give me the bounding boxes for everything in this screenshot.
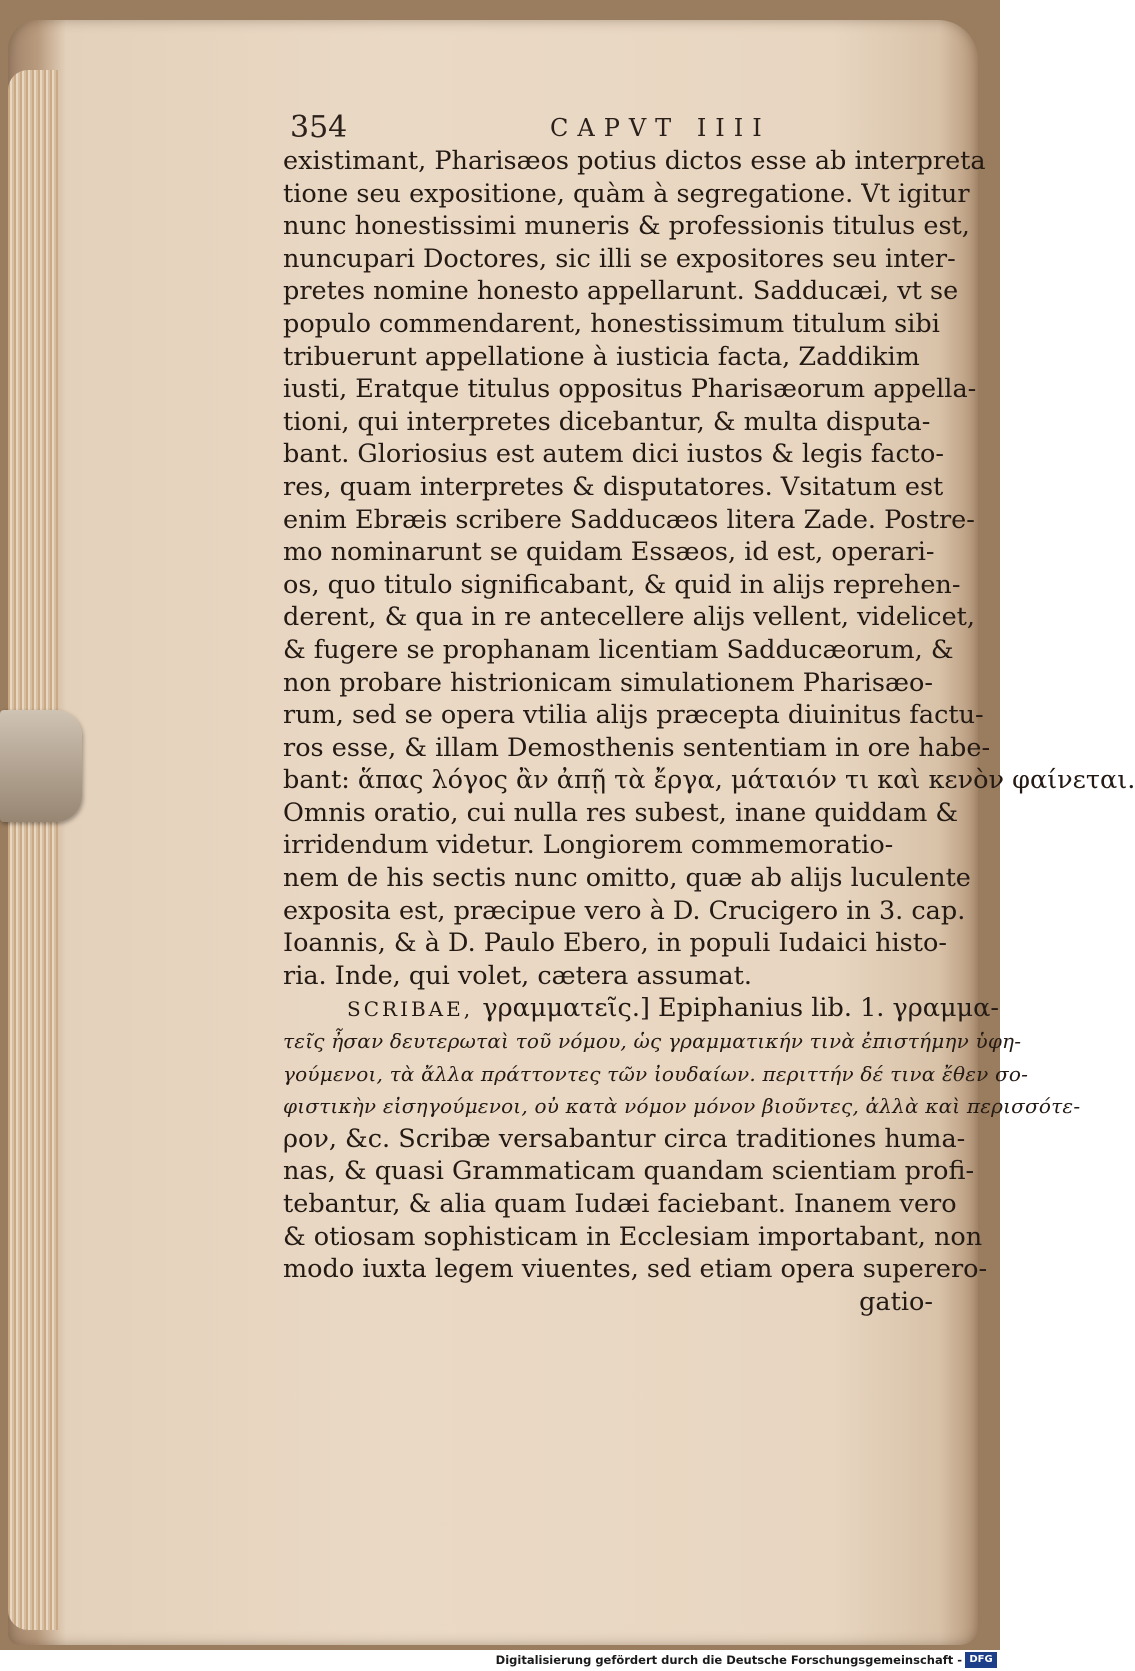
greek-line: τεῖς ἦσαν δευτερωταὶ τοῦ νόμου, ὡς γραμματικήν τινὰ ἐπιστήμην ὑφη- (283, 1029, 1022, 1054)
scribae-heading: SCRIBAE, (347, 997, 483, 1022)
text-line: Omnis oratio, cui nulla res subest, inane quiddam & (283, 797, 959, 828)
text-line: exposita est, præcipue vero à D. Crucigero in 3. cap. (283, 895, 966, 926)
page-edges (8, 70, 58, 1630)
text-line: tioni, qui interpretes dicebantur, & multa disputa- (283, 406, 931, 437)
footer-bar (0, 1650, 1000, 1671)
binding-tab (0, 710, 82, 822)
text-line: pretes nomine honesto appellarunt. Sadducæi, vt se (283, 276, 959, 307)
text-line: bant: ἅπας λόγος ἂν ἀπῇ τὰ ἔργα, μάταιόν τι καὶ κενὸν φαίνεται. (283, 765, 1135, 796)
text-line: & otiosam sophisticam in Ecclesiam importabant, non (283, 1221, 983, 1252)
dfg-logo: DFG (965, 1652, 997, 1668)
text-line: mo nominarunt se quidam Essæos, id est, operari- (283, 537, 935, 568)
text-line: modo iuxta legem viuentes, sed etiam opera superero- (283, 1254, 988, 1285)
running-head (0, 108, 1000, 148)
text-line: iusti, Eratque titulus oppositus Pharisæorum appella- (283, 374, 977, 405)
greek-line: φιστικὴν εἰσηγούμενοι, οὐ κατὰ νόμον μόνον βιοῦντες, ἀλλὰ καὶ περισσότε- (283, 1094, 1081, 1119)
text-line: irridendum videtur. Longiorem commemoratio- (283, 830, 894, 861)
text-line: tribuerunt appellatione à iusticia facta, Zaddikim (283, 341, 920, 372)
text-line: tebantur, & alia quam Iudæi faciebant. Inanem vero (283, 1189, 957, 1219)
text-line: nem de his sectis nunc omitto, quæ ab alijs luculente (283, 863, 971, 894)
text-line: os, quo titulo significabant, & quid in alijs reprehen- (283, 569, 961, 600)
text-line: non probare histrionicam simulationem Pharisæo- (283, 667, 933, 698)
catchword: gatio- (859, 1286, 933, 1317)
text-line: existimant, Pharisæos potius dictos esse ab interpreta (283, 146, 986, 176)
text-line: nas, & quasi Grammaticam quandam scientiam profi- (283, 1156, 975, 1187)
text-column (283, 145, 1135, 1318)
text-line: & fugere se prophanam licentiam Sadducæorum, & (283, 634, 954, 665)
text-line: bant. Gloriosius est autem dici iustos & legis facto- (283, 439, 944, 470)
text-line: ρον, &c. Scribæ versabantur circa traditiones huma- (283, 1123, 966, 1154)
text-line: rum, sed se opera vtilia alijs præcepta diuinitus factu- (283, 700, 984, 731)
text-line: derent, & qua in re antecellere alijs vellent, videlicet, (283, 602, 976, 633)
text-line: enim Ebræis scribere Sadducæos litera Zade. Postre- (283, 504, 975, 535)
greek-line: γούμενοι, τὰ ἄλλα πράττοντες τῶν ἰουδαίων. περιττήν δέ τινα ἔθεν σο- (283, 1061, 1029, 1086)
text-line: ros esse, & illam Demosthenis sententiam in ore habe- (283, 732, 991, 763)
text-line: populo commendarent, honestissimum titulum sibi (283, 308, 940, 339)
text-line: nuncupari Doctores, sic illi se expositores seu inter- (283, 243, 956, 274)
page-number: 354 (290, 110, 348, 145)
scribae-text: γραμματεῖς.] Epiphanius lib. 1. γραμμα- (482, 993, 999, 1024)
text-line: tione seu expositione, quàm à segregatione. Vt igitur (283, 178, 970, 209)
text-line: nunc honestissimi muneris & professionis titulus est, (283, 211, 970, 242)
text-line: ria. Inde, qui volet, cætera assumat. (283, 960, 752, 991)
scribae-line (283, 992, 999, 1025)
text-line: res, quam interpretes & disputatores. Vsitatum est (283, 471, 944, 502)
dfg-credit: Digitalisierung gefördert durch die Deutsche Forschungsgemeinschaft - (495, 1653, 962, 1667)
text-line: Ioannis, & à D. Paulo Ebero, in populi Iudaici histo- (283, 928, 947, 959)
chapter-title: CAPVT IIII (550, 114, 771, 142)
